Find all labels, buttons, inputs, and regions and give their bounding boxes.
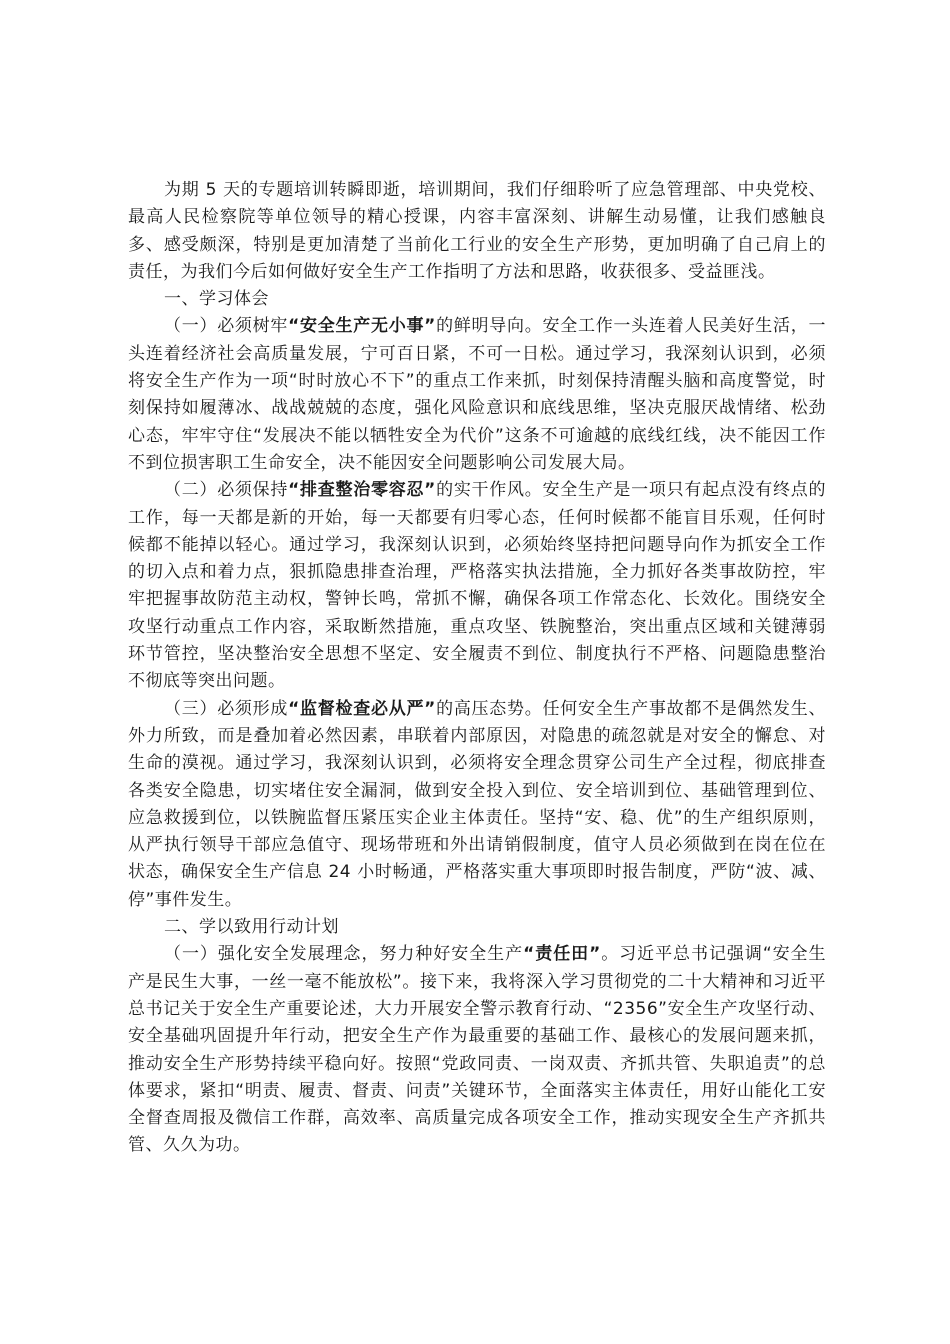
section-heading-2: 二、学以致用行动计划 bbox=[164, 917, 339, 938]
document-page bbox=[128, 177, 826, 1160]
item-lead: “监督检查必从严” bbox=[288, 698, 436, 719]
section1-item-1 bbox=[128, 313, 826, 477]
section2-item-1 bbox=[128, 941, 826, 1159]
item-prefix: （二）必须保持 bbox=[164, 480, 289, 501]
section1-item-3 bbox=[128, 696, 826, 914]
item-prefix: （三）必须形成 bbox=[164, 698, 289, 719]
item-body: 的高压态势。任何安全生产事故都不是偶然发生、外力所致，而是叠加着必然因素，串联着内部原因，对隐患的疏忽就是对安全的懈怠、对生命的漠视。通过学习，我深刻认识到，必须将安全理念贯穿公司生产全过程，彻底排查各类安全隐患，切实堵住安全漏洞，做到安全投入到位、安全培训到位、基础管理到位、应急救援到位，以铁腕监督压紧压实企业主体责任。坚持“安、稳、优”的生产组织原则，从严执行领导干部应急值守、现场带班和外出请销假制度，值守人员必须做到在岗在位在状态，确保安全生产信息 24 小时畅通，严格落实重大事项即时报告制度，严防“波、减、停”事件发生。 bbox=[128, 698, 826, 910]
item-body: 的实干作风。安全生产是一项只有起点没有终点的工作，每一天都是新的开始，每一天都要有归零心态，任何时候都不能盲目乐观，任何时候都不能掉以轻心。通过学习，我深刻认识到，必须始终坚持把问题导向作为抓安全工作的切入点和着力点，狠抓隐患排查治理，严格落实执法措施，全力抓好各类事故防控，牢牢把握事故防范主动权，警钟长鸣，常抓不懈，确保各项工作常态化、长效化。围绕安全攻坚行动重点工作内容，采取断然措施，重点攻坚、铁腕整治，突出重点区域和关键薄弱环节管控，坚决整治安全思想不坚定、安全履责不到位、制度执行不严格、问题隐患整治不彻底等突出问题。 bbox=[128, 480, 826, 692]
item-prefix: （一）必须树牢 bbox=[164, 316, 289, 337]
item-lead: “责任田” bbox=[523, 944, 601, 965]
section1-item-2 bbox=[128, 477, 826, 695]
item-lead: “安全生产无小事” bbox=[288, 316, 436, 337]
item-lead: “排查整治零容忍” bbox=[288, 480, 436, 501]
item-body: 的鲜明导向。安全工作一头连着人民美好生活，一头连着经济社会高质量发展，宁可百日紧，不可一日松。通过学习，我深刻认识到，必须将安全生产作为一项“时时放心不下”的重点工作来抓，时刻保持清醒头脑和高度警觉，时刻保持如履薄冰、战战兢兢的态度，强化风险意识和底线思维，坚决克服厌战情绪、松劲心态，牢牢守住“发展决不能以牺牲安全为代价”这条不可逾越的底线红线，决不能因工作不到位损害职工生命安全，决不能因安全问题影响公司发展大局。 bbox=[128, 316, 826, 473]
item-prefix: （一）强化安全发展理念，努力种好安全生产 bbox=[164, 944, 524, 965]
item-body: 。习近平总书记强调“安全生产是民生大事，一丝一毫不能放松”。接下来，我将深入学习贯彻党的二十大精神和习近平总书记关于安全生产重要论述，大力开展安全警示教育行动、“2356”安全生产攻坚行动、安全基础巩固提升年行动，把安全生产作为最重要的基础工作、最核心的发展问题来抓，推动安全生产形势持续平稳向好。按照“党政同责、一岗双责、齐抓共管、失职追责”的总体要求，紧扣“明责、履责、督责、问责”关键环节，全面落实主体责任，用好山能化工安全督查周报及微信工作群，高效率、高质量完成各项安全工作，推动实现安全生产齐抓共管、久久为功。 bbox=[128, 944, 827, 1156]
section-heading-1: 一、学习体会 bbox=[164, 289, 269, 310]
intro-paragraph: 为期 5 天的专题培训转瞬即逝，培训期间，我们仔细聆听了应急管理部、中央党校、最高人民检察院等单位领导的精心授课，内容丰富深刻、讲解生动易懂，让我们感触良多、感受颇深，特别是更加清楚了当前化工行业的安全生产形势，更加明确了自己肩上的责任，为我们今后如何做好安全生产工作指明了方法和思路，收获很多、受益匪浅。 bbox=[128, 180, 826, 282]
